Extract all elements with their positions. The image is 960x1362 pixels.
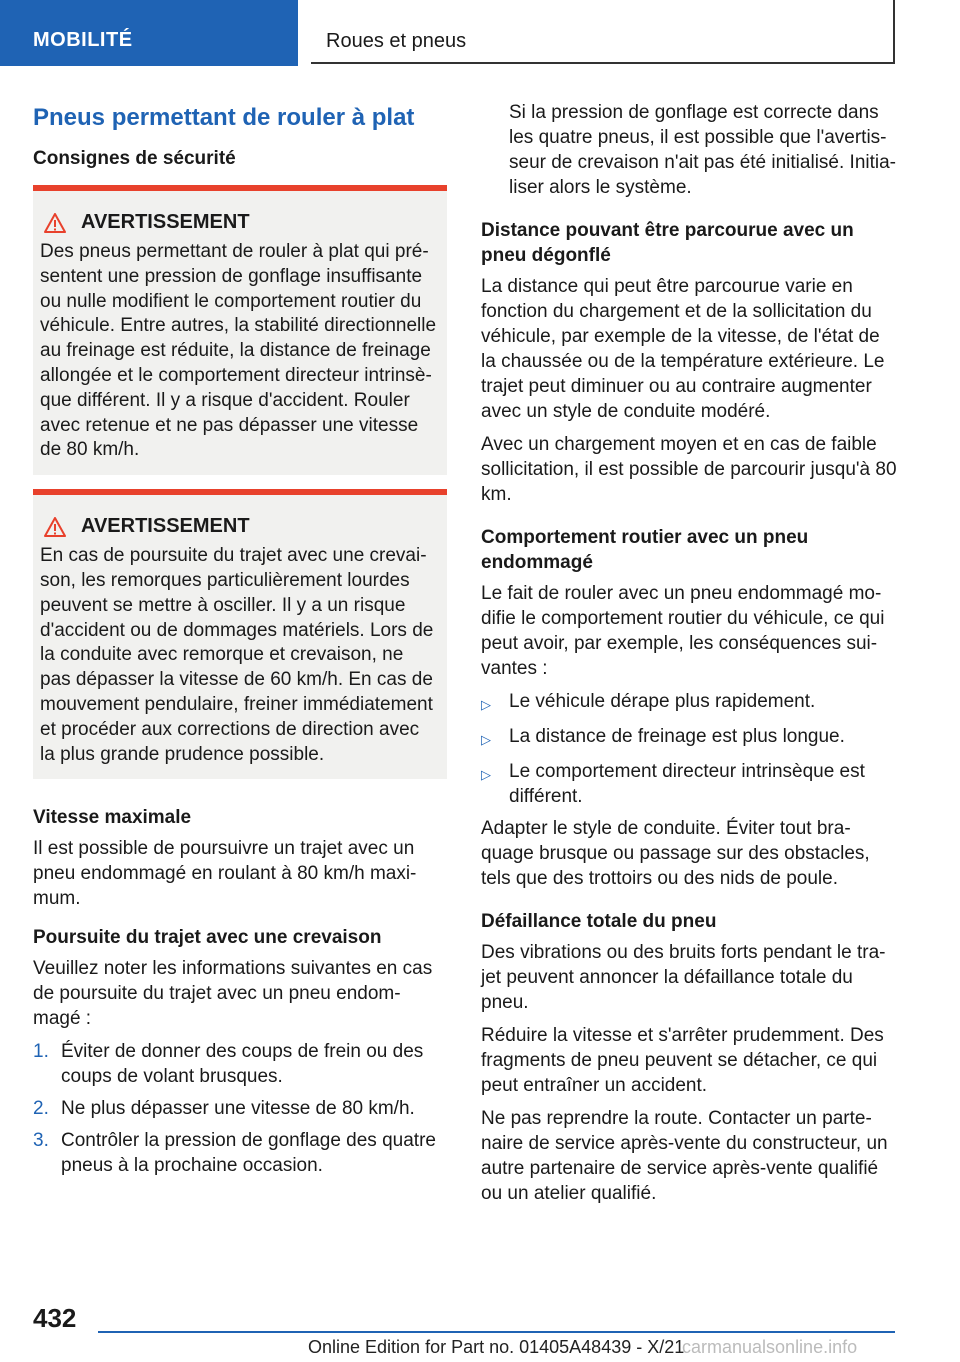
step-text: Contrôler la pression de gonflage des quatre pneus à la prochaine occasion.	[61, 1130, 436, 1177]
page-number: 432	[33, 1303, 77, 1333]
continue-text: Veuillez noter les informations suivantes en cas de poursuite du trajet avec un pneu endom-magé :	[33, 958, 433, 1030]
list-item	[33, 1128, 447, 1178]
watermark-brand: carmanualsonline.info	[682, 1337, 858, 1357]
warning-text-2: En cas de poursuite du trajet avec une crevai-son, les remorques particulièrement lourdes peuvent se mettre à osciller. Il y a un risque d'accident ou de dommages matériels. Lors de la conduite avec remorque et crevaison, ne pas dépasser la vitesse de 60 km/h. En cas de mouvement pendulaire, freiner immédiatement et procéder aux corrections de direction avec la plus grande prudence possible.	[40, 545, 434, 765]
header-section-tab	[0, 0, 298, 66]
warning-header-2	[40, 515, 437, 538]
steps-list	[33, 1039, 447, 1178]
warning-title-1: AVERTISSEMENT	[81, 211, 250, 233]
behavior-heading: Comportement routier avec un pneu endommagé	[481, 527, 809, 573]
safety-heading: Consignes de sécurité	[33, 148, 236, 169]
intro-text: Si la pression de gonflage est correcte dans les quatre pneus, il est possible que l'avertis-seur de crevaison n'ait pas été initialisé. Initia-liser alors le système.	[509, 102, 896, 198]
step-number: 1.	[33, 1041, 49, 1063]
bullet-text: Le véhicule dérape plus rapidement.	[509, 691, 816, 712]
warning-title-2: AVERTISSEMENT	[81, 515, 250, 538]
list-item	[481, 689, 897, 717]
list-item	[481, 759, 897, 809]
warning-box-1	[33, 185, 447, 475]
header-section-label: MOBILITÉ	[33, 29, 133, 51]
failure-text-2: Réduire la vitesse et s'arrêter prudemment. Des fragments de pneu peuvent se détacher, ce qui peut entraîner un accident.	[481, 1025, 884, 1096]
behavior-text-2: Adapter le style de conduite. Éviter tout bra-quage brusque ou passage sur des obstacles, tels que des trottoirs ou des nids de poule.	[481, 818, 870, 889]
step-number: 2.	[33, 1098, 49, 1120]
warning-box-2	[33, 489, 447, 779]
bullet-text: Le comportement directeur intrinsèque est différent.	[509, 761, 865, 807]
bullet-text: La distance de freinage est plus longue.	[509, 726, 845, 747]
footer-edition: Online Edition for Part no. 01405A48439 - X/21	[308, 1337, 685, 1357]
left-column	[33, 100, 447, 1185]
warning-triangle-icon	[44, 517, 66, 537]
header-title-box	[311, 0, 895, 64]
list-item	[481, 724, 897, 752]
warning-triangle-icon	[44, 213, 66, 233]
max-speed-heading: Vitesse maximale	[33, 807, 192, 829]
step-text: Éviter de donner des coups de frein ou des coups de volant brusques.	[61, 1041, 424, 1088]
warning-text-1: Des pneus permettant de rouler à plat qui pré-sentent une pression de gonflage insuffisante ou nulle modifient le comportement routier du véhicule. Entre autres, la stabilité directionnelle au freinage est réduite, la distance de freinage allongée et le comportement directeur intrinsè-que différent. Il y a risque d'accident. Rouler avec retenue et ne pas dépasser une vitesse de 80 km/h.	[40, 241, 437, 461]
distance-heading: Distance pouvant être parcourue avec un pneu dégonflé	[481, 220, 854, 266]
header-title: Roues et pneus	[326, 30, 467, 52]
continue-heading: Poursuite du trajet avec une crevaison	[33, 927, 382, 949]
failure-heading: Défaillance totale du pneu	[481, 911, 717, 932]
bullet-triangle-icon: ▷	[481, 732, 491, 747]
failure-text-3: Ne pas reprendre la route. Contacter un parte-naire de service après-vente du constructeur, un autre partenaire de service après-vente qualifié ou un atelier qualifié.	[481, 1108, 888, 1204]
list-item	[33, 1096, 447, 1121]
max-speed-text: Il est possible de poursuivre un trajet avec un pneu endommagé en roulant à 80 km/h maxi-mum.	[33, 838, 417, 910]
failure-text-1: Des vibrations ou des bruits forts pendant le tra-jet peuvent annoncer la défaillance totale du pneu.	[481, 942, 886, 1013]
warning-header-1	[40, 211, 437, 234]
section-title: Pneus permettant de rouler à plat	[33, 104, 415, 131]
step-number: 3.	[33, 1130, 49, 1152]
consequences-list	[481, 689, 897, 809]
bullet-triangle-icon: ▷	[481, 767, 491, 782]
distance-text-1: La distance qui peut être parcourue varie en fonction du chargement et de la sollicitation du véhicule, par exemple de la vitesse, de l'état de la chaussée ou de la température extérieure. Le trajet peut diminuer ou au contraire augmenter avec un style de conduite modéré.	[481, 276, 885, 422]
right-column	[481, 100, 897, 1214]
list-item	[33, 1039, 447, 1089]
distance-text-2: Avec un chargement moyen et en cas de faible sollicitation, il est possible de parcourir jusqu'à 80 km.	[481, 434, 897, 505]
bullet-triangle-icon: ▷	[481, 697, 491, 712]
footer-divider	[98, 1331, 895, 1333]
step-text: Ne plus dépasser une vitesse de 80 km/h.	[61, 1098, 415, 1120]
behavior-text: Le fait de rouler avec un pneu endommagé mo-difie le comportement routier du véhicule, ce qui peut avoir, par exemple, les conséquences sui-vantes :	[481, 583, 885, 679]
